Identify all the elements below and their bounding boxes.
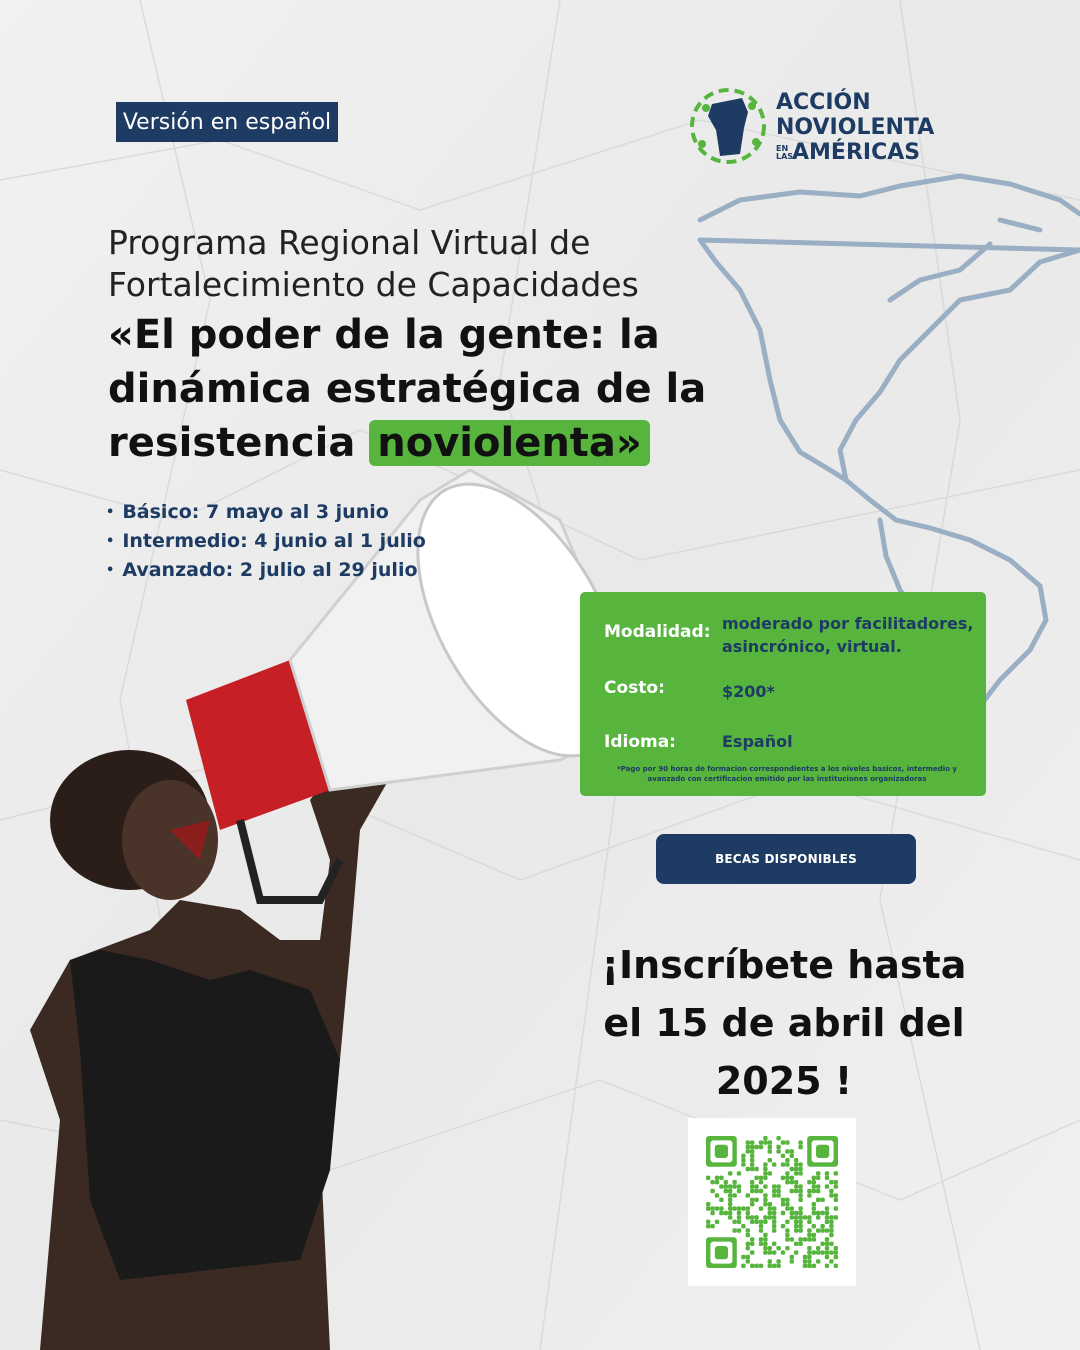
logo-line3-small: EN LAS	[776, 144, 794, 161]
course-info-panel	[580, 592, 986, 796]
level-dates	[106, 498, 426, 585]
program-title	[108, 308, 808, 470]
qr-code-image	[688, 1118, 856, 1286]
level-item-intermediate: • Intermedio: 4 junio al 1 julio	[106, 527, 426, 556]
language-badge	[116, 102, 338, 142]
logo-text	[776, 90, 934, 165]
program-subtitle	[108, 222, 748, 306]
deadline-line2: el 15 de abril del	[603, 1001, 965, 1045]
payment-note: *Pago por 90 horas de formacion correspondientes a los niveles basicos, intermedio y avanzado con certificacion emitido por las instituciones organizadoras	[617, 765, 957, 783]
idioma-value: Español	[722, 732, 793, 751]
organization-logo	[686, 84, 946, 168]
title-highlight: noviolenta»	[369, 420, 650, 466]
deadline-line3: 2025 !	[715, 1059, 853, 1103]
logo-line3: AMÉRICAS	[792, 140, 921, 165]
registration-deadline	[596, 936, 972, 1110]
scholarships-button-label: BECAS DISPONIBLES	[715, 852, 857, 866]
subtitle-line2: Fortalecimiento de Capacidades	[108, 265, 639, 304]
level-item-advanced: • Avanzado: 2 julio al 29 julio	[106, 556, 426, 585]
costo-value: $200*	[722, 682, 775, 701]
modalidad-value: moderado por facilitadores, asincrónico, virtual.	[722, 614, 974, 656]
fist-logo-icon	[686, 84, 770, 168]
title-text: «El poder de la gente: la dinámica estratégica de la resistencia	[108, 312, 707, 466]
idioma-label: Idioma:	[604, 732, 676, 752]
qr-code[interactable]	[688, 1118, 856, 1286]
logo-line1: ACCIÓN	[776, 90, 871, 115]
modalidad-label: Modalidad:	[604, 622, 711, 642]
language-label: Versión en español	[122, 109, 332, 135]
deadline-line1: ¡Inscríbete hasta	[601, 943, 967, 987]
logo-line2: NOVIOLENTA	[776, 115, 935, 140]
level-item-basic: • Básico: 7 mayo al 3 junio	[106, 498, 426, 527]
subtitle-line1: Programa Regional Virtual de	[108, 223, 591, 262]
costo-label: Costo:	[604, 678, 665, 698]
scholarships-button[interactable]	[656, 834, 916, 884]
